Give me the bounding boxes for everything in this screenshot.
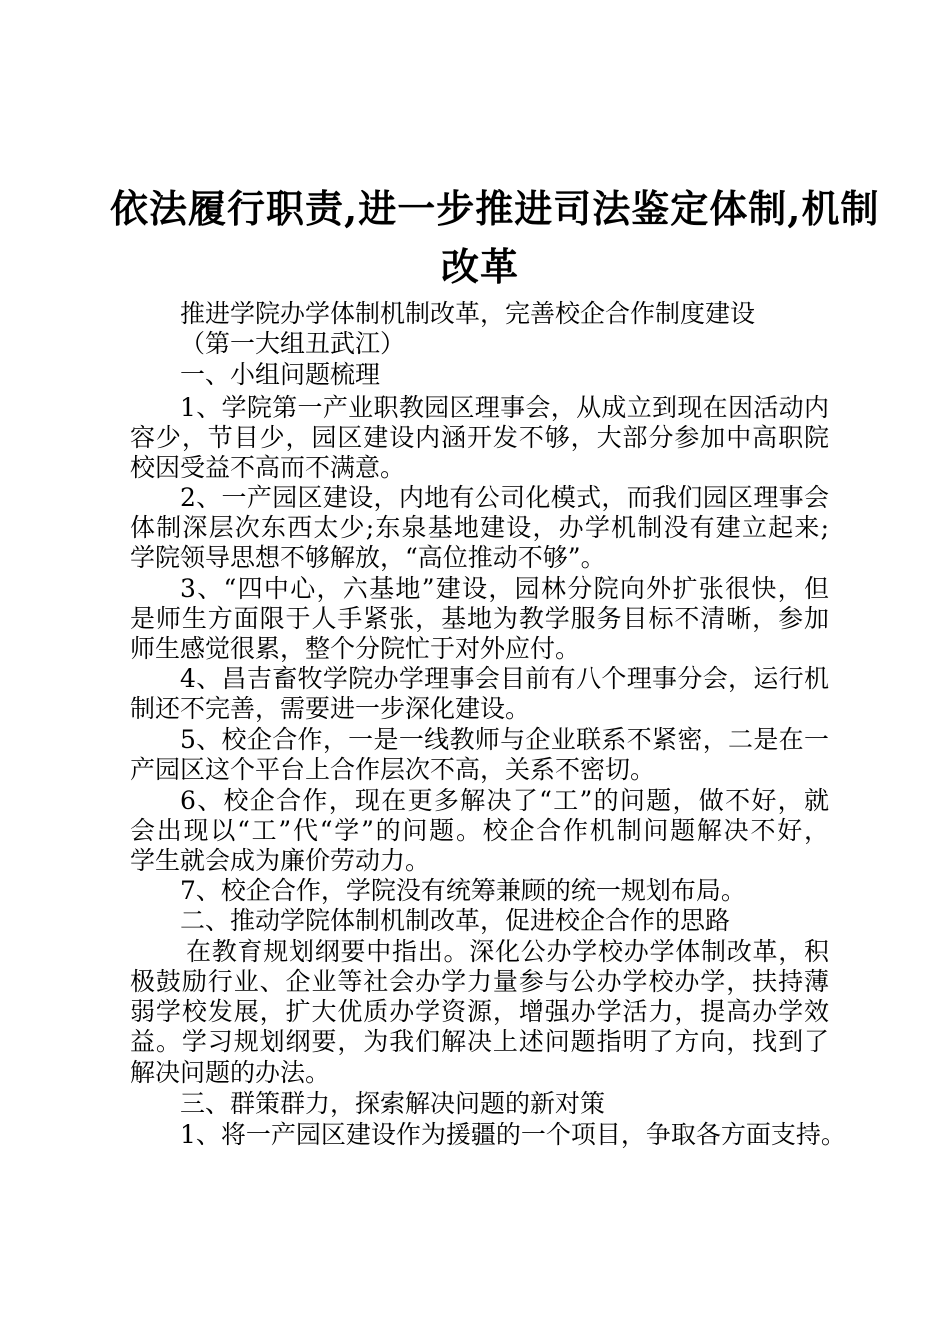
document-title-line-1: 依法履行职责,进一步推进司法鉴定体制,机制 xyxy=(110,186,880,231)
paragraph-line: 1、将一产园区建设作为援疆的一个项目，争取各方面支持。 xyxy=(180,1120,846,1149)
paragraph-line: 在教育规划纲要中指出。深化公办学校办学体制改革，积 xyxy=(186,937,829,966)
paragraph-line: 5、校企合作，一是一线教师与企业联系不紧密，二是在一 xyxy=(180,725,829,754)
paragraph-line: 6、校企合作，现在更多解决了“工”的问题，做不好，就 xyxy=(180,786,829,815)
paragraph-line: 产园区这个平台上合作层次不高，关系不密切。 xyxy=(130,755,656,784)
document-subtitle: 推进学院办学体制机制改革，完善校企合作制度建设 xyxy=(180,299,756,328)
paragraph-line: 2、一产园区建设，内地有公司化模式，而我们园区理事会 xyxy=(180,483,829,512)
paragraph-line: 校因受益不高而不满意。 xyxy=(130,453,406,482)
paragraph-line: 1、学院第一产业职教园区理事会，从成立到现在因活动内 xyxy=(180,393,829,422)
paragraph-line: 制还不完善，需要进一步深化建设。 xyxy=(130,694,531,723)
paragraph-line: 是师生方面限于人手紧张，基地为教学服务目标不清晰，参加 xyxy=(130,604,829,633)
paragraph-line: 解决问题的办法。 xyxy=(130,1058,331,1087)
section-heading-1: 一、小组问题梳理 xyxy=(180,360,381,389)
paragraph-line: 4、昌吉畜牧学院办学理事会目前有八个理事分会，运行机 xyxy=(180,664,829,693)
paragraph-line: 极鼓励行业、企业等社会办学力量参与公办学校办学，扶持薄 xyxy=(130,967,829,996)
paragraph-line: 会出现以“工”代“学”的问题。校企合作机制问题解决不好， xyxy=(130,816,829,845)
paragraph-line: 容少，节目少，园区建设内涵开发不够，大部分参加中高职院 xyxy=(130,423,829,452)
section-heading-2: 二、推动学院体制机制改革，促进校企合作的思路 xyxy=(180,906,731,935)
paragraph-line: 体制深层次东西太少;东泉基地建设，办学机制没有建立起来; xyxy=(130,513,829,542)
paragraph-line: 学生就会成为廉价劳动力。 xyxy=(130,846,431,875)
paragraph-line: 师生感觉很累，整个分院忙于对外应付。 xyxy=(130,634,581,663)
paragraph-line: 7、校企合作，学院没有统筹兼顾的统一规划布局。 xyxy=(180,876,746,905)
document-title-line-2: 改革 xyxy=(440,244,519,289)
paragraph-line: 学院领导思想不够解放，“高位推动不够”。 xyxy=(130,543,606,572)
document-author: （第一大组丑武江） xyxy=(180,329,406,358)
paragraph-line: 弱学校发展，扩大优质办学资源，增强办学活力，提高办学效 xyxy=(130,997,829,1026)
paragraph-line: 益。学习规划纲要，为我们解决上述问题指明了方向，找到了 xyxy=(130,1027,829,1056)
section-heading-3: 三、群策群力，探索解决问题的新对策 xyxy=(180,1089,606,1118)
paragraph-line: 3、“四中心，六基地”建设，园林分院向外扩张很快，但 xyxy=(180,574,829,603)
